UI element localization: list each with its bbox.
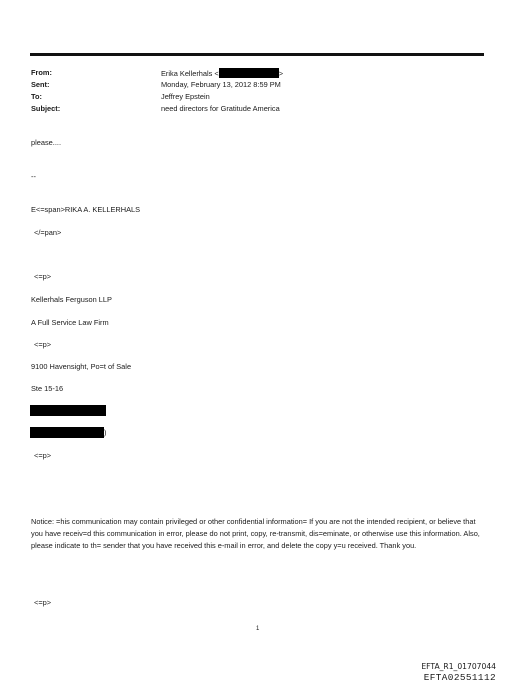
bates-number-1: EFTA_R1_01707044 [421, 662, 496, 671]
from-label: From: [31, 68, 52, 77]
page-number: 1 [256, 626, 260, 632]
paragraph-marker: <=p> [34, 272, 52, 281]
to-label: To: [31, 92, 42, 101]
confidentiality-notice: Notice: =his communication may contain privileged or other confidential information= If you are not the intended recipient, or believe that you have receiv=d this communication in error, please do not print, copy, re-transmit, dis=eminate, or otherwise use this information. Also, please indicate to th= sender that you have received this e-mail in error, and delete the copy y=u received. Thank you. [31, 517, 480, 551]
bates-number-2: EFTA02551112 [423, 672, 496, 683]
paragraph-marker: <=p> [34, 598, 52, 607]
subject-value: need directors for Gratitude America [161, 104, 280, 113]
paragraph-marker: <=p> [34, 451, 52, 460]
header-rule [30, 53, 484, 56]
from-close: > [278, 69, 284, 78]
signature-dash: -- [31, 172, 36, 181]
sent-label: Sent: [31, 80, 50, 89]
address-line-2: Ste 15-16 [31, 384, 64, 393]
greeting: please.... [31, 138, 61, 147]
from-name: Erika Kellerhals < [161, 69, 219, 78]
address-line-1: 9100 Havensight, Po=t of Sale [31, 362, 132, 371]
redaction-block [30, 427, 107, 438]
firm-name: Kellerhals Ferguson LLP [31, 295, 112, 304]
to-value: Jeffrey Epstein [161, 92, 210, 101]
paragraph-marker: <=p> [34, 340, 52, 349]
redacted-line-suffix: ) [104, 428, 107, 437]
signature-pan: </=pan> [34, 228, 62, 237]
from-value [161, 68, 283, 78]
redaction-block [219, 68, 279, 78]
subject-label: Subject: [31, 104, 61, 113]
sent-value: Monday, February 13, 2012 8:59 PM [161, 80, 281, 89]
firm-description: A Full Service Law Firm [31, 318, 109, 327]
signature-name: E<=span>RIKA A. KELLERHALS [31, 205, 141, 214]
redaction-block [30, 405, 106, 416]
